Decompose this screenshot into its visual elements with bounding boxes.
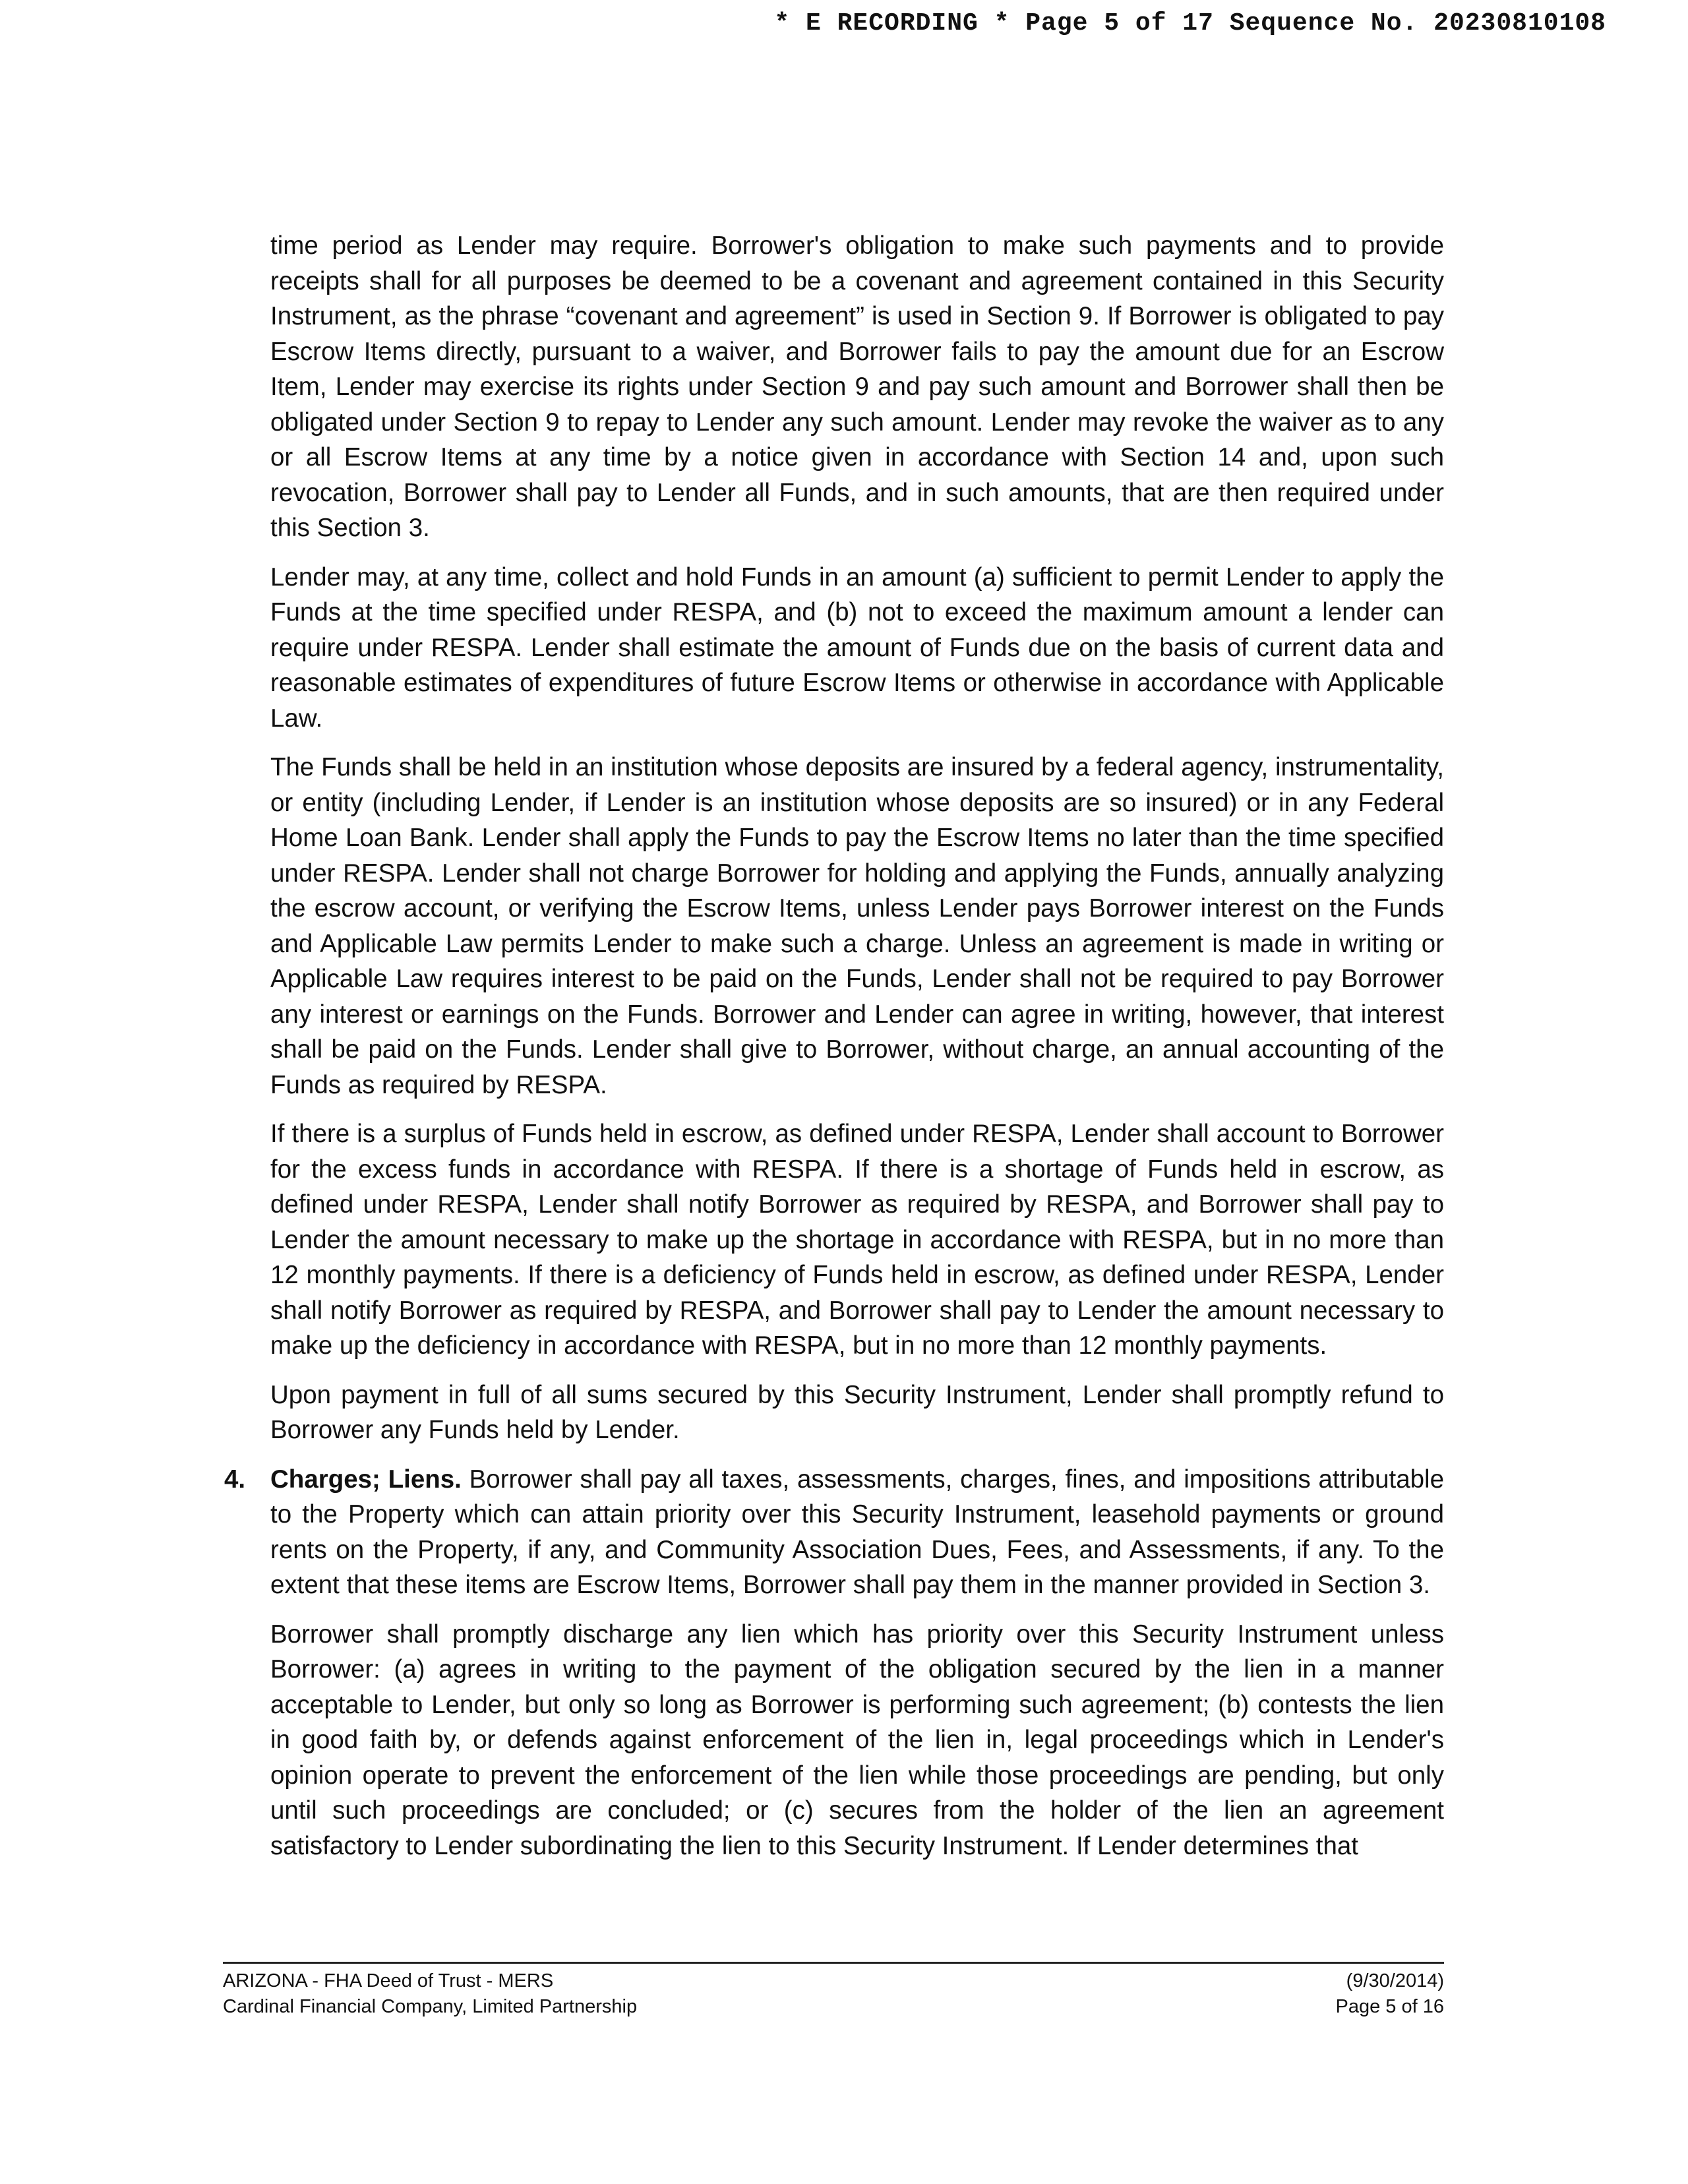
footer-page-number: Page 5 of 16: [1335, 1996, 1444, 2017]
footer-form-name: ARIZONA - FHA Deed of Trust - MERS: [223, 1970, 554, 1991]
section-text: Borrower shall pay all taxes, assessments, charges, fines, and impositions attributable to the Property which can attain priority over this Security Instrument, leasehold payments or ground rents on the Property, if any, and Community Association Dues, Fees, and Assessments, if any. To the extent that these items are Escrow Items, Borrower shall pay them in the manner provided in Section 3.: [270, 1465, 1444, 1599]
section-title: Charges; Liens.: [270, 1465, 462, 1494]
footer-company: Cardinal Financial Company, Limited Partnership: [223, 1996, 638, 2017]
paragraph-funds-held: The Funds shall be held in an institution whose deposits are insured by a federal agency, instrumentality, or entity (including Lender, if Lender is an institution whose deposits are so insured) or in any Federal Home Loan Bank. Lender shall apply the Funds to pay the Escrow Items no later than the time specified under RESPA. Lender shall not charge Borrower for holding and applying the Funds, annually analyzing the escrow account, or verifying the Escrow Items, unless Lender pays Borrower interest on the Funds and Applicable Law permits Lender to make such a charge. Unless an agreement is made in writing or Applicable Law requires interest to be paid on the Funds, Lender shall not be required to pay Borrower any interest or earnings on the Funds. Borrower and Lender can agree in writing, however, that interest shall be paid on the Funds. Lender shall give to Borrower, without charge, an annual accounting of the Funds as required by RESPA.: [270, 753, 1444, 1099]
paragraph-surplus-shortage: If there is a surplus of Funds held in escrow, as defined under RESPA, Lender shall account to Borrower for the excess funds in accordance with RESPA. If there is a shortage of Funds held in escrow, as defined under RESPA, Lender shall notify Borrower as required by RESPA, and Borrower shall pay to Lender the amount necessary to make up the shortage in accordance with RESPA, but in no more than 12 monthly payments. If there is a deficiency of Funds held in escrow, as defined under RESPA, Lender shall notify Borrower as required by RESPA, and Borrower shall pay to Lender the amount necessary to make up the deficiency in accordance with RESPA, but in no more than 12 monthly payments.: [270, 1120, 1444, 1360]
footer-form-date: (9/30/2014): [1346, 1970, 1444, 1991]
section-4-charges-liens: [224, 1462, 1444, 1603]
footer-right: [1336, 1968, 1444, 2020]
section-number: 4.: [224, 1465, 246, 1494]
footer-divider: [223, 1962, 1444, 1964]
paragraph-escrow-waiver: time period as Lender may require. Borrower's obligation to make such payments and to provide receipts shall for all purposes be deemed to be a covenant and agreement contained in this Security Instrument, as the phrase “covenant and agreement” is used in Section 9. If Borrower is obligated to pay Escrow Items directly, pursuant to a waiver, and Borrower fails to pay the amount due for an Escrow Item, Lender may exercise its rights under Section 9 and pay such amount and Borrower shall then be obligated under Section 9 to repay to Lender any such amount. Lender may revoke the waiver as to any or all Escrow Items at any time by a notice given in accordance with Section 14 and, upon such revocation, Borrower shall pay to Lender all Funds, and in such amounts, that are then required under this Section 3.: [270, 231, 1444, 542]
recording-header: * E RECORDING * Page 5 of 17 Sequence No. 20230810108: [774, 9, 1606, 38]
paragraph-refund: Upon payment in full of all sums secured by this Security Instrument, Lender shall promptly refund to Borrower any Funds held by Lender.: [270, 1380, 1444, 1444]
paragraph-collect-funds: Lender may, at any time, collect and hold Funds in an amount (a) sufficient to permit Lender to apply the Funds at the time specified under RESPA, and (b) not to exceed the maximum amount a lender can require under RESPA. Lender shall estimate the amount of Funds due on the basis of current data and reasonable estimates of expenditures of future Escrow Items or otherwise in accordance with Applicable Law.: [270, 562, 1444, 733]
paragraph-discharge-lien: Borrower shall promptly discharge any lien which has priority over this Security Instrument unless Borrower: (a) agrees in writing to the payment of the obligation secured by the lien in a manner acceptable to Lender, but only so long as Borrower is performing such agreement; (b) contests the lien in good faith by, or defends against enforcement of the lien in, legal proceedings which in Lender's opinion operate to prevent the enforcement of the lien while those proceedings are pending, but only until such proceedings are concluded; or (c) secures from the holder of the lien an agreement satisfactory to Lender subordinating the lien to this Security Instrument. If Lender determines that: [270, 1620, 1444, 1860]
footer-left: [223, 1968, 637, 2020]
document-body: [224, 228, 1444, 1877]
